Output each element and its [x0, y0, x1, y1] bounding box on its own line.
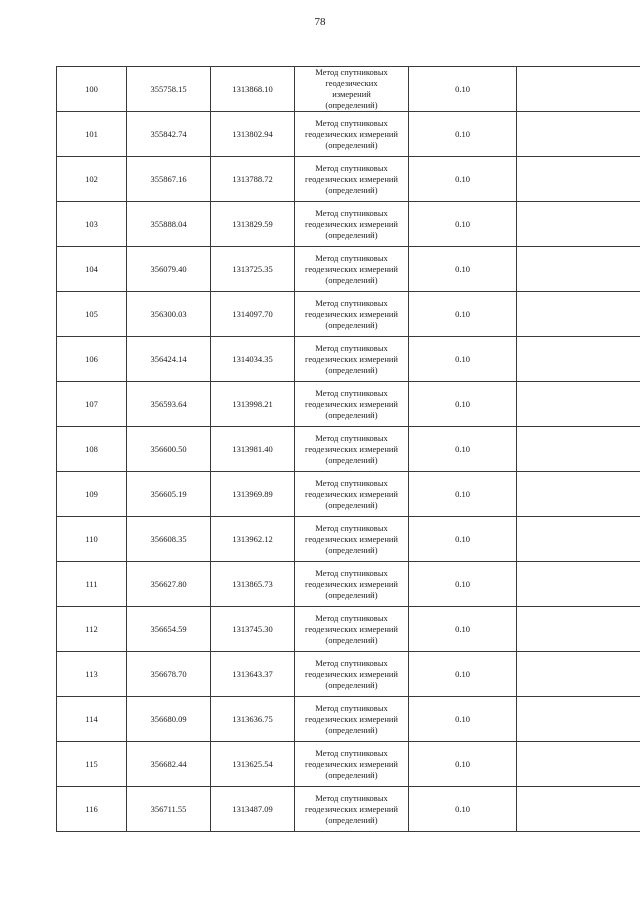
method-line: геодезических измерений: [305, 173, 398, 184]
point-number-cell: 106: [57, 337, 127, 382]
y-coordinate-cell: 1313865.73: [211, 562, 295, 607]
table-row: [57, 382, 640, 427]
x-coordinate-cell: 355758.15: [127, 67, 211, 112]
accuracy-cell: 0.10: [409, 247, 517, 292]
y-coordinate-cell: 1313969.89: [211, 472, 295, 517]
point-number-cell: 112: [57, 607, 127, 652]
method-line: геодезических измерений: [305, 353, 398, 364]
method-cell: [295, 562, 409, 607]
point-number-cell: 104: [57, 247, 127, 292]
table-row: [57, 562, 640, 607]
method-line: геодезических измерений: [305, 623, 398, 634]
point-number-cell: 116: [57, 787, 127, 832]
accuracy-cell: 0.10: [409, 787, 517, 832]
x-coordinate-cell: 356605.19: [127, 472, 211, 517]
method-cell: [295, 697, 409, 742]
x-coordinate-cell: 356711.55: [127, 787, 211, 832]
point-number-cell: 109: [57, 472, 127, 517]
y-coordinate-cell: 1313636.75: [211, 697, 295, 742]
note-cell: [517, 652, 640, 697]
method-line: (определений): [325, 814, 378, 825]
y-coordinate-cell: 1313868.10: [211, 67, 295, 112]
table-row: [57, 202, 640, 247]
y-coordinate-cell: 1313725.35: [211, 247, 295, 292]
method-line: (определений): [325, 100, 378, 110]
y-coordinate-cell: 1313962.12: [211, 517, 295, 562]
note-cell: [517, 562, 640, 607]
note-cell: [517, 292, 640, 337]
x-coordinate-cell: 356680.09: [127, 697, 211, 742]
method-cell: [295, 517, 409, 562]
x-coordinate-cell: 355842.74: [127, 112, 211, 157]
y-coordinate-cell: 1313802.94: [211, 112, 295, 157]
method-cell: [295, 472, 409, 517]
method-cell: [295, 112, 409, 157]
method-cell: [295, 787, 409, 832]
accuracy-cell: 0.10: [409, 517, 517, 562]
method-line: геодезических измерений: [305, 758, 398, 769]
table-row: [57, 157, 640, 202]
x-coordinate-cell: 356300.03: [127, 292, 211, 337]
method-line: Метод спутниковых: [315, 747, 388, 758]
method-cell: [295, 607, 409, 652]
y-coordinate-cell: 1314034.35: [211, 337, 295, 382]
method-line: Метод спутниковых: [315, 792, 388, 803]
method-line: (определений): [325, 409, 378, 420]
accuracy-cell: 0.10: [409, 472, 517, 517]
accuracy-cell: 0.10: [409, 67, 517, 112]
method-cell: [295, 247, 409, 292]
note-cell: [517, 382, 640, 427]
y-coordinate-cell: 1313745.30: [211, 607, 295, 652]
method-line: (определений): [325, 319, 378, 330]
method-line: (определений): [325, 679, 378, 690]
method-line: геодезических измерений: [305, 218, 398, 229]
point-number-cell: 115: [57, 742, 127, 787]
accuracy-cell: 0.10: [409, 112, 517, 157]
method-line: Метод спутниковых: [315, 432, 388, 443]
method-line: (определений): [325, 274, 378, 285]
method-line: геодезических измерений: [305, 443, 398, 454]
method-cell: [295, 427, 409, 472]
y-coordinate-cell: 1313998.21: [211, 382, 295, 427]
x-coordinate-cell: 356682.44: [127, 742, 211, 787]
y-coordinate-cell: 1313829.59: [211, 202, 295, 247]
x-coordinate-cell: 356608.35: [127, 517, 211, 562]
method-line: геодезических измерений: [305, 578, 398, 589]
table-row: [57, 247, 640, 292]
method-cell: [295, 742, 409, 787]
note-cell: [517, 157, 640, 202]
accuracy-cell: 0.10: [409, 562, 517, 607]
table-row: [57, 652, 640, 697]
method-line: геодезических: [325, 78, 378, 88]
point-number-cell: 107: [57, 382, 127, 427]
table-row: [57, 67, 640, 112]
table-row: [57, 337, 640, 382]
accuracy-cell: 0.10: [409, 382, 517, 427]
x-coordinate-cell: 356600.50: [127, 427, 211, 472]
method-line: Метод спутниковых: [315, 612, 388, 623]
accuracy-cell: 0.10: [409, 202, 517, 247]
note-cell: [517, 742, 640, 787]
method-cell: [295, 67, 409, 112]
method-line: (определений): [325, 139, 378, 150]
table-row: [57, 472, 640, 517]
y-coordinate-cell: 1313981.40: [211, 427, 295, 472]
note-cell: [517, 697, 640, 742]
method-line: геодезических измерений: [305, 488, 398, 499]
point-number-cell: 100: [57, 67, 127, 112]
table-row: [57, 697, 640, 742]
method-line: Метод спутниковых: [315, 252, 388, 263]
method-line: Метод спутниковых: [315, 702, 388, 713]
method-line: геодезических измерений: [305, 398, 398, 409]
method-line: (определений): [325, 544, 378, 555]
method-line: Метод спутниковых: [315, 297, 388, 308]
x-coordinate-cell: 356627.80: [127, 562, 211, 607]
table-row: [57, 787, 640, 832]
method-line: геодезических измерений: [305, 263, 398, 274]
method-line: (определений): [325, 589, 378, 600]
x-coordinate-cell: 356593.64: [127, 382, 211, 427]
x-coordinate-cell: 356678.70: [127, 652, 211, 697]
y-coordinate-cell: 1313643.37: [211, 652, 295, 697]
method-line: Метод спутниковых: [315, 162, 388, 173]
note-cell: [517, 67, 640, 112]
note-cell: [517, 787, 640, 832]
method-cell: [295, 292, 409, 337]
method-line: Метод спутниковых: [315, 342, 388, 353]
accuracy-cell: 0.10: [409, 652, 517, 697]
method-line: Метод спутниковых: [315, 567, 388, 578]
note-cell: [517, 202, 640, 247]
point-number-cell: 102: [57, 157, 127, 202]
method-line: геодезических измерений: [305, 128, 398, 139]
method-line: (определений): [325, 364, 378, 375]
table-row: [57, 607, 640, 652]
accuracy-cell: 0.10: [409, 337, 517, 382]
note-cell: [517, 517, 640, 562]
x-coordinate-cell: 356654.59: [127, 607, 211, 652]
point-number-cell: 103: [57, 202, 127, 247]
method-line: Метод спутниковых: [315, 387, 388, 398]
point-number-cell: 113: [57, 652, 127, 697]
point-number-cell: 114: [57, 697, 127, 742]
method-line: геодезических измерений: [305, 668, 398, 679]
accuracy-cell: 0.10: [409, 292, 517, 337]
page-number: 78: [314, 16, 326, 28]
y-coordinate-cell: 1314097.70: [211, 292, 295, 337]
table-row: [57, 427, 640, 472]
note-cell: [517, 337, 640, 382]
method-line: (определений): [325, 454, 378, 465]
table-row: [57, 742, 640, 787]
table-row: [57, 112, 640, 157]
method-line: измерений: [332, 89, 371, 99]
point-number-cell: 108: [57, 427, 127, 472]
method-line: Метод спутниковых: [315, 117, 388, 128]
x-coordinate-cell: 355888.04: [127, 202, 211, 247]
method-line: (определений): [325, 724, 378, 735]
method-line: геодезических измерений: [305, 308, 398, 319]
method-line: (определений): [325, 634, 378, 645]
note-cell: [517, 112, 640, 157]
point-number-cell: 110: [57, 517, 127, 562]
table-row: [57, 292, 640, 337]
method-line: (определений): [325, 499, 378, 510]
method-cell: [295, 337, 409, 382]
method-line: геодезических измерений: [305, 713, 398, 724]
method-line: Метод спутниковых: [315, 522, 388, 533]
method-line: Метод спутниковых: [315, 477, 388, 488]
method-cell: [295, 382, 409, 427]
point-number-cell: 101: [57, 112, 127, 157]
accuracy-cell: 0.10: [409, 157, 517, 202]
accuracy-cell: 0.10: [409, 742, 517, 787]
y-coordinate-cell: 1313788.72: [211, 157, 295, 202]
y-coordinate-cell: 1313487.09: [211, 787, 295, 832]
note-cell: [517, 427, 640, 472]
point-number-cell: 111: [57, 562, 127, 607]
accuracy-cell: 0.10: [409, 697, 517, 742]
y-coordinate-cell: 1313625.54: [211, 742, 295, 787]
method-line: геодезических измерений: [305, 803, 398, 814]
coordinates-table: [56, 66, 640, 832]
method-line: (определений): [325, 184, 378, 195]
note-cell: [517, 607, 640, 652]
table-row: [57, 517, 640, 562]
note-cell: [517, 247, 640, 292]
method-cell: [295, 202, 409, 247]
method-cell: [295, 157, 409, 202]
point-number-cell: 105: [57, 292, 127, 337]
x-coordinate-cell: 356079.40: [127, 247, 211, 292]
method-line: Метод спутниковых: [315, 207, 388, 218]
method-line: (определений): [325, 229, 378, 240]
method-line: Метод спутниковых: [315, 67, 388, 77]
accuracy-cell: 0.10: [409, 427, 517, 472]
note-cell: [517, 472, 640, 517]
accuracy-cell: 0.10: [409, 607, 517, 652]
x-coordinate-cell: 355867.16: [127, 157, 211, 202]
method-cell: [295, 652, 409, 697]
method-line: геодезических измерений: [305, 533, 398, 544]
method-line: Метод спутниковых: [315, 657, 388, 668]
method-line: (определений): [325, 769, 378, 780]
x-coordinate-cell: 356424.14: [127, 337, 211, 382]
